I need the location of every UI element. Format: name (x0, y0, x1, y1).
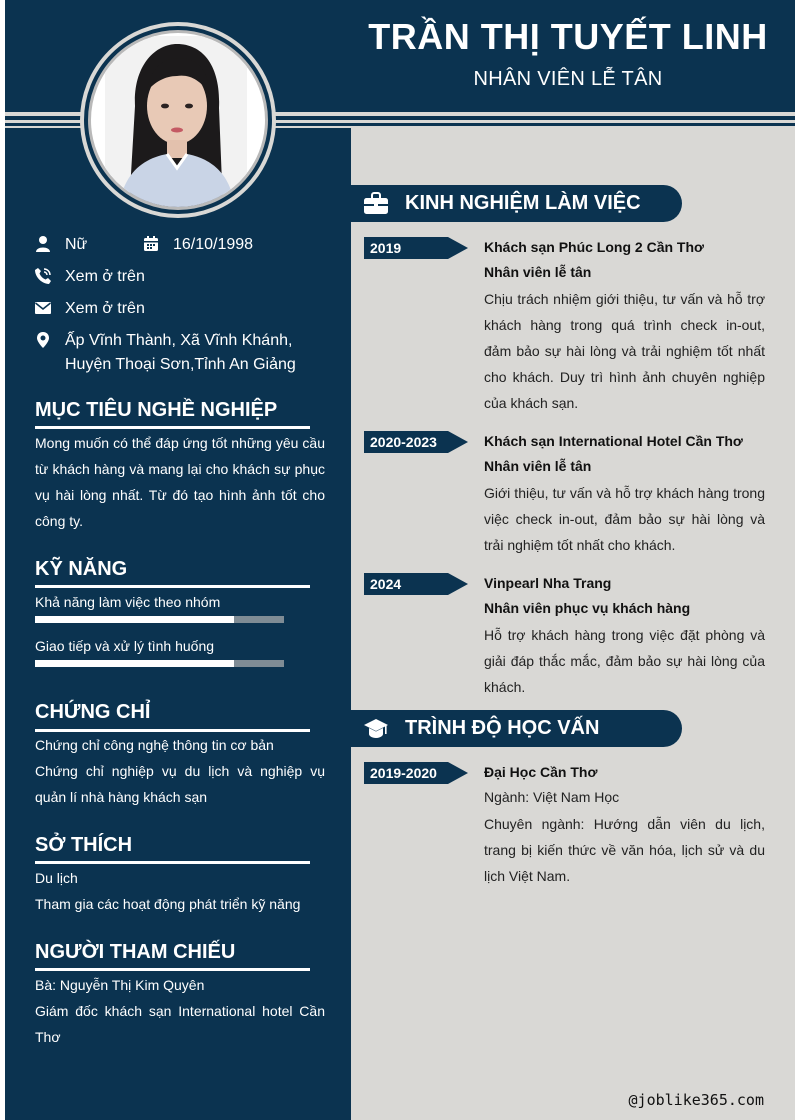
job-description: Chịu trách nhiệm giới thiệu, tư vấn và hỗ trợ khách hàng trong quá trình check in-out, đảm bảo sự hài lòng và trải nghiệm tốt nhất cho khách. Duy trì hình ảnh chuyên nghiệp của khách sạn. (484, 291, 765, 411)
skills-title: KỸ NĂNG (35, 558, 128, 580)
birthdate-value: 16/10/1998 (173, 236, 254, 253)
hobbies-title: SỞ THÍCH (35, 834, 133, 856)
year-label: 2019 (370, 240, 402, 256)
briefcase-icon (363, 191, 389, 217)
certificate-item: Chứng chỉ nghiệp vụ du lịch và nghiệp vụ quản lí nhà hàng khách sạn (35, 763, 325, 805)
year-label: 2019-2020 (370, 765, 437, 781)
email-icon (34, 299, 52, 317)
person-icon (34, 235, 52, 253)
objective-title: MỤC TIÊU NGHỀ NGHIỆP (35, 399, 278, 421)
portrait-photo (105, 36, 247, 208)
avatar (88, 30, 268, 210)
phone-value: Xem ở trên (65, 268, 145, 285)
gender-value: Nữ (65, 236, 88, 253)
job-description: Hỗ trợ khách hàng trong việc đặt phòng và giải đáp thắc mắc, đảm bảo sự hài lòng của khách. (484, 627, 765, 695)
education-banner (351, 710, 682, 747)
location-pin-icon (34, 331, 52, 349)
skill-label: Giao tiếp và xử lý tình huống (35, 638, 215, 654)
hobby-item: Tham gia các hoạt động phát triển kỹ năng (35, 896, 301, 912)
education-title: TRÌNH ĐỘ HỌC VẤN (405, 717, 600, 739)
email-value: Xem ở trên (65, 300, 145, 317)
job-position: Nhân viên lễ tân (484, 458, 592, 474)
job-company: Vinpearl Nha Trang (484, 575, 612, 591)
address-value: Ấp Vĩnh Thành, Xã Vĩnh Khánh, Huyện Thoại Sơn,Tỉnh An Giảng (65, 332, 296, 373)
job-company: Khách sạn Phúc Long 2 Cần Thơ (484, 239, 704, 255)
objective-text: Mong muốn có thể đáp ứng tốt những yêu cầu từ khách hàng và mang lại cho khách sự phục vụ hài lòng nhất. Từ đó tạo hình ảnh tốt cho công ty. (35, 435, 325, 529)
certificates-title: CHỨNG CHỈ (35, 701, 151, 723)
reference-name: Bà: Nguyễn Thị Kim Quyên (35, 977, 205, 993)
experience-banner (351, 185, 682, 222)
year-label-wrap (364, 431, 454, 453)
hobbies-divider (35, 861, 310, 864)
year-label: 2020-2023 (370, 434, 437, 450)
candidate-name: TRẦN THỊ TUYẾT LINH (368, 16, 768, 57)
job-description: Giới thiệu, tư vấn và hỗ trợ khách hàng trong việc check in-out, đảm bảo sự hài lòng và trải nghiệm tốt nhất cho khách. (484, 485, 765, 553)
skills-divider (35, 585, 310, 588)
graduation-cap-icon (363, 716, 389, 742)
job-position: Nhân viên lễ tân (484, 264, 592, 280)
job-company: Khách sạn International Hotel Cần Thơ (484, 433, 743, 449)
certificate-item: Chứng chỉ công nghệ thông tin cơ bản (35, 737, 274, 753)
references-title: NGƯỜI THAM CHIẾU (35, 941, 236, 963)
year-label-wrap (364, 237, 454, 259)
year-label-wrap (364, 762, 454, 784)
school-description: Chuyên ngành: Hướng dẫn viên du lịch, trang bị kiến thức về văn hóa, lịch sử và du lịch Việt Nam. (484, 816, 765, 884)
reference-detail: Giám đốc khách sạn International hotel Cần Thơ (35, 1003, 325, 1045)
watermark: @joblike365.com (628, 1091, 764, 1109)
school-name: Đại Học Cần Thơ (484, 764, 598, 780)
phone-icon (34, 267, 52, 285)
candidate-position: NHÂN VIÊN LỄ TÂN (473, 68, 663, 90)
job-position: Nhân viên phục vụ khách hàng (484, 600, 691, 616)
skill-bar-teamwork (35, 616, 284, 623)
hobby-item: Du lịch (35, 870, 78, 886)
skill-bar-communication (35, 660, 284, 667)
school-major: Ngành: Việt Nam Học (484, 789, 620, 805)
skill-fill (35, 660, 234, 667)
skill-label: Khả năng làm việc theo nhóm (35, 594, 221, 610)
year-label: 2024 (370, 576, 402, 592)
skill-fill (35, 616, 234, 623)
calendar-icon (142, 235, 160, 253)
experience-title: KINH NGHIỆM LÀM VIỆC (405, 192, 641, 214)
objective-divider (35, 426, 310, 429)
references-divider (35, 968, 310, 971)
year-label-wrap (364, 573, 454, 595)
